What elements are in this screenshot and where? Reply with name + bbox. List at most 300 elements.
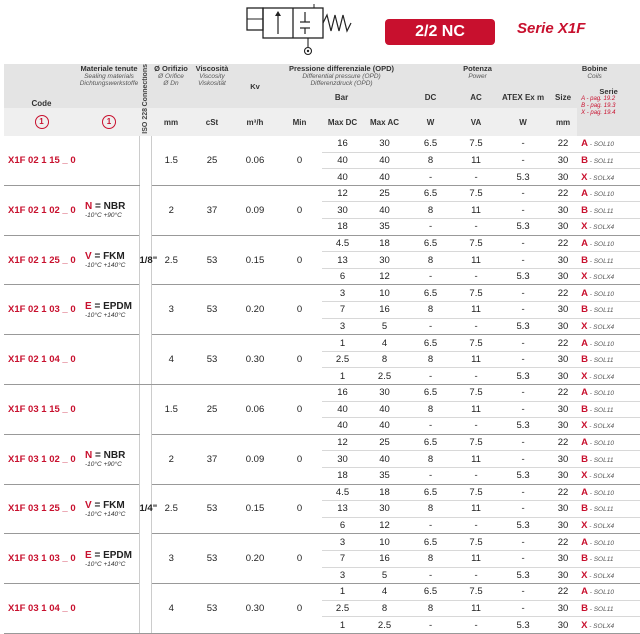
power-ac: - [455, 517, 497, 534]
coil-serie: X - SOLX4 [577, 169, 640, 186]
coil-size: 22 [549, 434, 577, 451]
viscosity-cst: 53 [191, 285, 233, 335]
table-row [4, 534, 640, 551]
power-atex: - [497, 484, 549, 501]
coil-serie: A - SOL10 [577, 235, 640, 252]
col-bar: Bar [277, 87, 406, 108]
material-circle: 1 [79, 108, 139, 136]
max-ac: 40 [363, 152, 406, 169]
power-dc: 8 [406, 600, 455, 617]
power-ac: 11 [455, 202, 497, 219]
max-dc: 6 [322, 268, 363, 285]
coil-size: 22 [549, 534, 577, 551]
power-dc: 8 [406, 252, 455, 269]
unit-mm: mm [151, 108, 191, 136]
max-dc: 1 [322, 584, 363, 601]
max-ac: 40 [363, 451, 406, 468]
power-ac: - [455, 467, 497, 484]
max-dc: 16 [322, 136, 363, 152]
viscosity-cst: 37 [191, 185, 233, 235]
min-pressure: 0 [277, 235, 322, 285]
table-body [4, 136, 640, 633]
power-dc: - [406, 567, 455, 584]
max-ac: 8 [363, 351, 406, 368]
min-pressure: 0 [277, 384, 322, 434]
unit-cst: cSt [191, 108, 233, 136]
kv-value: 0.09 [233, 185, 277, 235]
col-connections: Connections [139, 64, 151, 108]
coil-size: 22 [549, 285, 577, 302]
max-dc: 2.5 [322, 351, 363, 368]
power-atex: - [497, 351, 549, 368]
coil-size: 22 [549, 136, 577, 152]
kv-value: 0.06 [233, 136, 277, 185]
col-maxdc: Max DC [322, 108, 363, 136]
max-dc: 6 [322, 517, 363, 534]
coil-serie: B - SOL11 [577, 600, 640, 617]
min-pressure: 0 [277, 136, 322, 185]
power-dc: 6.5 [406, 584, 455, 601]
max-dc: 18 [322, 467, 363, 484]
orifice-mm: 2.5 [151, 484, 191, 534]
power-ac: 11 [455, 501, 497, 518]
type-badge: 2/2 NC [385, 19, 495, 45]
viscosity-cst: 53 [191, 534, 233, 584]
col-dc: DC [406, 87, 455, 108]
power-ac: 7.5 [455, 434, 497, 451]
material-cell: E = EPDM -10°C +140°C [79, 285, 139, 335]
coil-serie: B - SOL11 [577, 351, 640, 368]
power-atex: - [497, 185, 549, 202]
material-cell: V = FKM -10°C +140°C [79, 484, 139, 534]
product-code: X1F 02 1 03 _ 0 [4, 285, 79, 335]
material-cell: V = FKM -10°C +140°C [79, 235, 139, 285]
coil-size: 30 [549, 617, 577, 634]
power-dc: - [406, 617, 455, 634]
product-code: X1F 02 1 25 _ 0 [4, 235, 79, 285]
power-ac: 11 [455, 451, 497, 468]
max-dc: 13 [322, 252, 363, 269]
power-dc: 6.5 [406, 534, 455, 551]
power-ac: 7.5 [455, 235, 497, 252]
iso-label: ISO 228 [139, 108, 151, 136]
orifice-mm: 2 [151, 185, 191, 235]
coil-size: 22 [549, 235, 577, 252]
kv-value: 0.30 [233, 335, 277, 385]
power-ac: - [455, 368, 497, 385]
power-ac: 7.5 [455, 285, 497, 302]
col-maxac: Max AC [363, 108, 406, 136]
viscosity-cst: 53 [191, 235, 233, 285]
max-dc: 4.5 [322, 235, 363, 252]
coil-size: 30 [549, 567, 577, 584]
power-dc: - [406, 318, 455, 335]
kv-value: 0.09 [233, 434, 277, 484]
coil-size: 30 [549, 368, 577, 385]
table-row [4, 335, 640, 352]
max-ac: 8 [363, 600, 406, 617]
col-power: Potenza Power [406, 64, 549, 87]
table-row [4, 136, 640, 152]
power-atex: - [497, 302, 549, 319]
power-atex: - [497, 285, 549, 302]
col-kv: Kv [233, 64, 277, 108]
coil-serie: A - SOL10 [577, 185, 640, 202]
max-dc: 1 [322, 617, 363, 634]
kv-value: 0.06 [233, 384, 277, 434]
power-atex: 5.3 [497, 517, 549, 534]
power-dc: - [406, 268, 455, 285]
max-ac: 12 [363, 517, 406, 534]
power-atex: 5.3 [497, 368, 549, 385]
power-dc: 8 [406, 550, 455, 567]
col-material: Materiale tenute Sealing materials Dichtungswerkstoffe [79, 64, 139, 108]
max-ac: 5 [363, 567, 406, 584]
power-dc: 8 [406, 302, 455, 319]
min-pressure: 0 [277, 434, 322, 484]
connection-size: 1/8" [139, 136, 151, 384]
power-atex: - [497, 384, 549, 401]
coil-size: 22 [549, 584, 577, 601]
col-min: Min [277, 108, 322, 136]
min-pressure: 0 [277, 534, 322, 584]
power-atex: - [497, 136, 549, 152]
max-ac: 30 [363, 384, 406, 401]
max-dc: 16 [322, 384, 363, 401]
min-pressure: 0 [277, 484, 322, 534]
table-row [4, 285, 640, 302]
power-ac: 11 [455, 152, 497, 169]
power-atex: 5.3 [497, 567, 549, 584]
product-code: X1F 02 1 02 _ 0 [4, 185, 79, 235]
coil-serie: X - SOLX4 [577, 617, 640, 634]
max-ac: 25 [363, 185, 406, 202]
max-ac: 18 [363, 235, 406, 252]
orifice-mm: 3 [151, 534, 191, 584]
power-dc: 6.5 [406, 235, 455, 252]
table-row [4, 584, 640, 601]
max-dc: 12 [322, 185, 363, 202]
max-ac: 35 [363, 219, 406, 236]
max-ac: 4 [363, 584, 406, 601]
power-dc: 6.5 [406, 484, 455, 501]
table-row [4, 484, 640, 501]
power-dc: - [406, 418, 455, 435]
max-ac: 16 [363, 302, 406, 319]
max-dc: 13 [322, 501, 363, 518]
max-ac: 2.5 [363, 617, 406, 634]
unit-w2: W [497, 108, 549, 136]
power-atex: - [497, 202, 549, 219]
coil-serie: A - SOL10 [577, 584, 640, 601]
product-table [4, 64, 640, 634]
power-dc: 8 [406, 152, 455, 169]
power-atex: 5.3 [497, 418, 549, 435]
coil-serie: A - SOL10 [577, 434, 640, 451]
kv-value: 0.20 [233, 534, 277, 584]
max-ac: 10 [363, 285, 406, 302]
orifice-mm: 4 [151, 584, 191, 634]
col-orifice: Ø Orifizio Ø Orifice Ø Dn [151, 64, 191, 108]
coil-size: 30 [549, 252, 577, 269]
max-ac: 10 [363, 534, 406, 551]
max-ac: 40 [363, 169, 406, 186]
col-ac: AC [455, 87, 497, 108]
max-ac: 40 [363, 202, 406, 219]
material-blank [79, 384, 139, 434]
coil-serie: B - SOL11 [577, 401, 640, 418]
col-atex: ATEX Ex m [497, 87, 549, 108]
table-row [4, 384, 640, 401]
power-atex: 5.3 [497, 219, 549, 236]
table-row [4, 185, 640, 202]
coil-size: 22 [549, 384, 577, 401]
table-row [4, 235, 640, 252]
coil-serie: A - SOL10 [577, 335, 640, 352]
min-pressure: 0 [277, 185, 322, 235]
power-atex: - [497, 451, 549, 468]
max-ac: 2.5 [363, 368, 406, 385]
coil-serie: B - SOL11 [577, 202, 640, 219]
max-ac: 30 [363, 501, 406, 518]
power-ac: 7.5 [455, 335, 497, 352]
coil-serie: X - SOLX4 [577, 517, 640, 534]
product-code: X1F 03 1 03 _ 0 [4, 534, 79, 584]
max-ac: 5 [363, 318, 406, 335]
coil-size: 30 [549, 202, 577, 219]
orifice-mm: 1.5 [151, 384, 191, 434]
power-ac: 11 [455, 252, 497, 269]
power-atex: 5.3 [497, 617, 549, 634]
material-cell: N = NBR -10°C +90°C [79, 185, 139, 235]
coil-size: 30 [549, 152, 577, 169]
viscosity-cst: 25 [191, 136, 233, 185]
power-dc: - [406, 169, 455, 186]
product-code: X1F 02 1 15 _ 0 [4, 136, 79, 185]
power-ac: 11 [455, 302, 497, 319]
power-dc: 8 [406, 401, 455, 418]
max-dc: 18 [322, 219, 363, 236]
power-atex: - [497, 550, 549, 567]
power-atex: - [497, 600, 549, 617]
coil-size: 30 [549, 451, 577, 468]
max-ac: 35 [363, 467, 406, 484]
unit-mm2: mm [549, 108, 577, 136]
power-atex: 5.3 [497, 169, 549, 186]
coil-serie: X - SOLX4 [577, 318, 640, 335]
series-title: Serie X1F [517, 20, 586, 37]
power-ac: 7.5 [455, 584, 497, 601]
coil-size: 22 [549, 185, 577, 202]
coil-size: 30 [549, 467, 577, 484]
coil-serie: X - SOLX4 [577, 219, 640, 236]
coil-serie: A - SOL10 [577, 136, 640, 152]
coil-size: 30 [549, 318, 577, 335]
coil-serie: X - SOLX4 [577, 418, 640, 435]
material-cell: E = EPDM -10°C +140°C [79, 534, 139, 584]
power-ac: 11 [455, 600, 497, 617]
material-cell: N = NBR -10°C +90°C [79, 434, 139, 484]
coil-size: 30 [549, 219, 577, 236]
coil-serie: A - SOL10 [577, 285, 640, 302]
power-dc: 6.5 [406, 335, 455, 352]
max-dc: 3 [322, 534, 363, 551]
power-dc: 6.5 [406, 285, 455, 302]
coil-serie: B - SOL11 [577, 152, 640, 169]
coil-serie: B - SOL11 [577, 302, 640, 319]
orifice-mm: 1.5 [151, 136, 191, 185]
power-dc: - [406, 219, 455, 236]
power-dc: - [406, 368, 455, 385]
kv-value: 0.15 [233, 235, 277, 285]
max-dc: 40 [322, 152, 363, 169]
max-dc: 3 [322, 285, 363, 302]
orifice-mm: 3 [151, 285, 191, 335]
power-ac: 11 [455, 401, 497, 418]
viscosity-cst: 37 [191, 434, 233, 484]
power-atex: 5.3 [497, 467, 549, 484]
coil-size: 22 [549, 335, 577, 352]
max-dc: 1 [322, 335, 363, 352]
viscosity-cst: 53 [191, 335, 233, 385]
power-ac: - [455, 219, 497, 236]
product-code: X1F 03 1 04 _ 0 [4, 584, 79, 634]
coil-serie: X - SOLX4 [577, 368, 640, 385]
power-ac: - [455, 617, 497, 634]
power-atex: - [497, 335, 549, 352]
min-pressure: 0 [277, 335, 322, 385]
power-dc: 6.5 [406, 185, 455, 202]
orifice-mm: 2.5 [151, 235, 191, 285]
power-ac: 7.5 [455, 185, 497, 202]
min-pressure: 0 [277, 285, 322, 335]
power-atex: - [497, 152, 549, 169]
col-pressure: Pressione differenziale (OPD) Differential pressure (OPD) Differenzdruck (OPD) [277, 64, 406, 87]
coil-size: 30 [549, 501, 577, 518]
kv-value: 0.15 [233, 484, 277, 534]
power-atex: 5.3 [497, 318, 549, 335]
unit-w: W [406, 108, 455, 136]
material-blank [79, 584, 139, 634]
kv-value: 0.30 [233, 584, 277, 634]
max-ac: 4 [363, 335, 406, 352]
product-code: X1F 03 1 02 _ 0 [4, 434, 79, 484]
max-dc: 1 [322, 368, 363, 385]
power-dc: 6.5 [406, 434, 455, 451]
col-size: Size [549, 87, 577, 108]
coil-size: 30 [549, 418, 577, 435]
max-dc: 40 [322, 169, 363, 186]
coil-serie: B - SOL11 [577, 550, 640, 567]
power-ac: 7.5 [455, 534, 497, 551]
table-row [4, 434, 640, 451]
coil-serie: B - SOL11 [577, 252, 640, 269]
power-ac: - [455, 268, 497, 285]
max-dc: 7 [322, 550, 363, 567]
coil-serie: A - SOL10 [577, 384, 640, 401]
max-dc: 12 [322, 434, 363, 451]
power-atex: - [497, 534, 549, 551]
orifice-mm: 4 [151, 335, 191, 385]
code-circle: 1 [4, 108, 79, 136]
max-ac: 30 [363, 136, 406, 152]
max-dc: 30 [322, 202, 363, 219]
max-dc: 40 [322, 418, 363, 435]
coil-serie: X - SOLX4 [577, 467, 640, 484]
power-ac: - [455, 418, 497, 435]
power-dc: - [406, 517, 455, 534]
header-area [0, 0, 640, 62]
max-dc: 3 [322, 318, 363, 335]
col-serie: Serie A - pag. 19.2 B - pag. 19.3 X - pag. 19.4 [577, 87, 640, 136]
power-ac: - [455, 318, 497, 335]
max-dc: 3 [322, 567, 363, 584]
power-atex: 5.3 [497, 268, 549, 285]
power-dc: - [406, 467, 455, 484]
power-ac: - [455, 567, 497, 584]
power-atex: - [497, 401, 549, 418]
viscosity-cst: 25 [191, 384, 233, 434]
max-ac: 40 [363, 418, 406, 435]
power-atex: - [497, 584, 549, 601]
power-atex: - [497, 252, 549, 269]
material-blank [79, 335, 139, 385]
max-dc: 40 [322, 401, 363, 418]
min-pressure: 0 [277, 584, 322, 634]
max-ac: 16 [363, 550, 406, 567]
coil-serie: B - SOL11 [577, 501, 640, 518]
power-ac: - [455, 169, 497, 186]
max-ac: 12 [363, 268, 406, 285]
coil-size: 22 [549, 484, 577, 501]
max-ac: 25 [363, 434, 406, 451]
coil-serie: A - SOL10 [577, 534, 640, 551]
coil-size: 30 [549, 302, 577, 319]
kv-value: 0.20 [233, 285, 277, 335]
col-coils: Bobine Coils [549, 64, 640, 87]
max-dc: 7 [322, 302, 363, 319]
viscosity-cst: 53 [191, 584, 233, 634]
max-dc: 30 [322, 451, 363, 468]
coil-size: 30 [549, 351, 577, 368]
unit-m3h: m³/h [233, 108, 277, 136]
coil-size: 30 [549, 550, 577, 567]
coil-serie: X - SOLX4 [577, 567, 640, 584]
power-dc: 6.5 [406, 136, 455, 152]
orifice-mm: 2 [151, 434, 191, 484]
coil-serie: X - SOLX4 [577, 268, 640, 285]
coil-serie: B - SOL11 [577, 451, 640, 468]
col-viscosity: Viscosità Viscosity Viskosität [191, 64, 233, 108]
product-code: X1F 03 1 25 _ 0 [4, 484, 79, 534]
power-atex: - [497, 501, 549, 518]
max-ac: 18 [363, 484, 406, 501]
coil-serie: A - SOL10 [577, 484, 640, 501]
power-ac: 7.5 [455, 136, 497, 152]
power-ac: 11 [455, 550, 497, 567]
col-code: Code [4, 64, 79, 108]
max-ac: 40 [363, 401, 406, 418]
product-code: X1F 03 1 15 _ 0 [4, 384, 79, 434]
power-ac: 7.5 [455, 484, 497, 501]
power-ac: 7.5 [455, 384, 497, 401]
coil-size: 30 [549, 401, 577, 418]
viscosity-cst: 53 [191, 484, 233, 534]
power-atex: - [497, 434, 549, 451]
power-dc: 6.5 [406, 384, 455, 401]
power-ac: 11 [455, 351, 497, 368]
coil-size: 30 [549, 169, 577, 186]
